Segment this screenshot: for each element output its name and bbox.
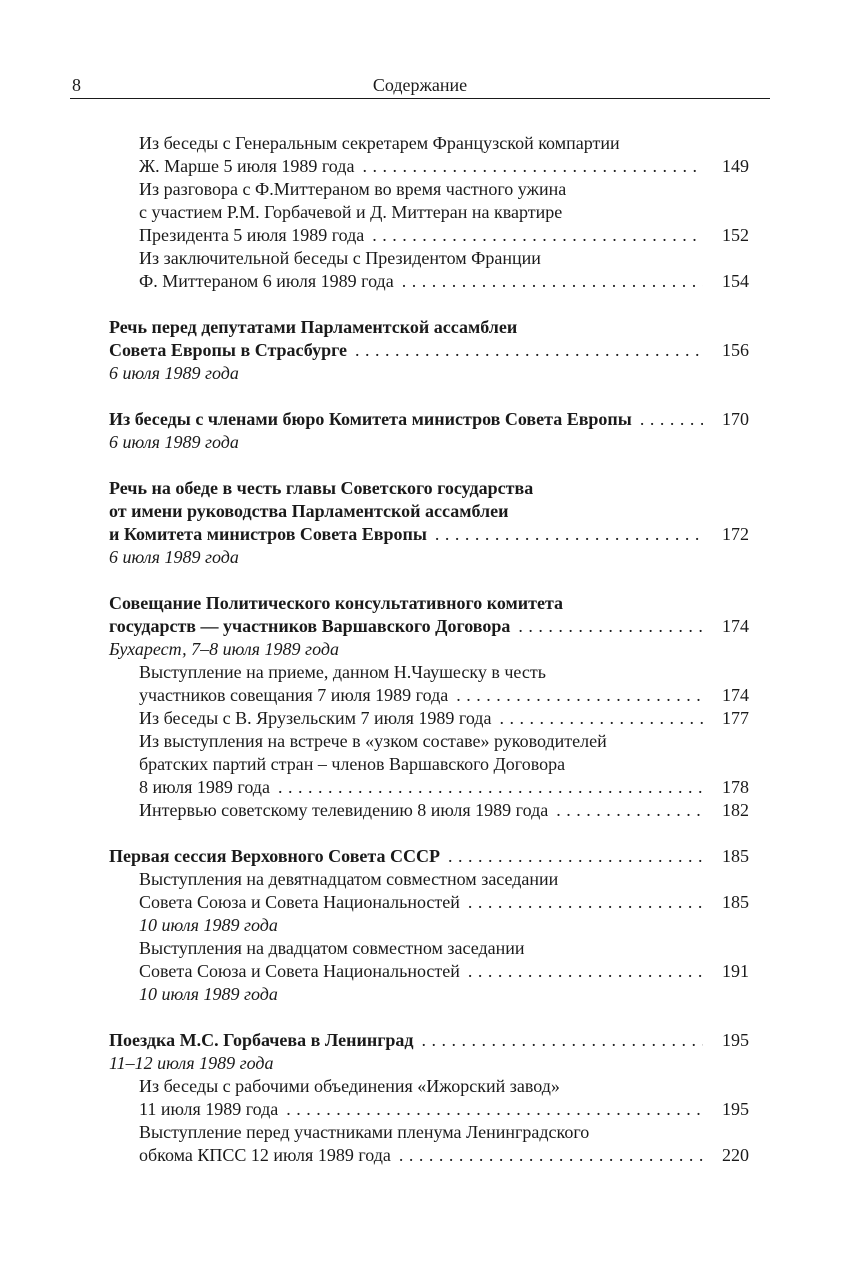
toc-page-number: 178 [722, 777, 749, 797]
toc-line [109, 247, 749, 270]
toc-line [109, 730, 749, 753]
toc-line [109, 178, 749, 201]
toc-line [109, 776, 749, 799]
toc-entry-title: Ж. Марше 5 июля 1989 года [139, 156, 355, 176]
toc-date [109, 1052, 749, 1075]
toc-line [109, 1098, 749, 1121]
toc-section-title: Совета Европы в Страсбурге [109, 340, 347, 360]
toc-line [109, 1121, 749, 1144]
toc-entry-title: обкома КПСС 12 июля 1989 года [139, 1145, 391, 1165]
toc-page-number: 191 [722, 961, 749, 981]
toc-date-text: 10 июля 1989 года [139, 984, 278, 1004]
toc-page-number: 170 [722, 409, 749, 429]
toc-line [109, 270, 749, 293]
dot-leader [640, 408, 703, 431]
toc-entry-title: Из беседы с Генеральным секретарем Французской компартии [139, 133, 620, 153]
toc-date-text: 6 июля 1989 года [109, 432, 239, 452]
toc-date [109, 431, 749, 454]
toc-line [109, 684, 749, 707]
toc-line [109, 408, 749, 431]
toc-section-title: Речь перед депутатами Парламентской ассамблеи [109, 317, 518, 337]
toc-line [109, 132, 749, 155]
toc-line [109, 224, 749, 247]
table-of-contents [109, 132, 749, 1167]
toc-section-title: и Комитета министров Совета Европы [109, 524, 427, 544]
toc-line [109, 799, 749, 822]
dot-leader [372, 224, 703, 247]
dot-leader [402, 270, 703, 293]
toc-page-number: 220 [722, 1145, 749, 1165]
toc-page-number: 185 [722, 846, 749, 866]
toc-entry-title: с участием Р.М. Горбачевой и Д. Миттеран на квартире [139, 202, 563, 222]
toc-page-number: 174 [722, 616, 749, 636]
toc-entry-title: 11 июля 1989 года [139, 1099, 279, 1119]
toc-page-number: 154 [722, 271, 749, 291]
toc-page-number: 172 [722, 524, 749, 544]
toc-page-number: 174 [722, 685, 749, 705]
toc-entry-title: Совета Союза и Совета Национальностей [139, 892, 460, 912]
toc-line [109, 1029, 749, 1052]
toc-entry-title: Выступления на двадцатом совместном заседании [139, 938, 525, 958]
dot-leader [468, 891, 703, 914]
toc-section-title: Совещание Политического консультативного комитета [109, 593, 564, 613]
dot-leader [448, 845, 703, 868]
toc-date [109, 546, 749, 569]
toc-entry-title: участников совещания 7 июля 1989 года [139, 685, 449, 705]
toc-entry-title: Из заключительной беседы с Президентом Франции [139, 248, 541, 268]
toc-entry-title: Из разговора с Ф.Миттераном во время частного ужина [139, 179, 567, 199]
dot-leader [518, 615, 703, 638]
toc-entry-title: Из беседы с рабочими объединения «Ижорский завод» [139, 1076, 560, 1096]
toc-entry-title: Выступление перед участниками пленума Ленинградского [139, 1122, 590, 1142]
toc-page-number: 195 [722, 1030, 749, 1050]
dot-leader [499, 707, 703, 730]
toc-entry-title: Выступление на приеме, данном Н.Чаушеску в честь [139, 662, 546, 682]
toc-line [109, 707, 749, 730]
toc-date [109, 914, 749, 937]
page-number: 8 [72, 75, 81, 95]
toc-line [109, 891, 749, 914]
toc-line [109, 1075, 749, 1098]
toc-line [109, 937, 749, 960]
dot-leader [278, 776, 703, 799]
dot-leader [422, 1029, 703, 1052]
toc-line [109, 753, 749, 776]
toc-section-title: Речь на обеде в честь главы Советского государства [109, 478, 534, 498]
toc-date [109, 983, 749, 1006]
toc-entry-title: 8 июля 1989 года [139, 777, 270, 797]
toc-entry-title: Из беседы с В. Ярузельским 7 июля 1989 года [139, 708, 492, 728]
dot-leader [468, 960, 703, 983]
dot-leader [456, 684, 703, 707]
toc-line [109, 155, 749, 178]
toc-line [109, 477, 749, 500]
toc-section-title: государств — участников Варшавского Договора [109, 616, 511, 636]
toc-line [109, 339, 749, 362]
spacer [109, 569, 749, 592]
toc-line [109, 960, 749, 983]
toc-entry-title: Выступления на девятнадцатом совместном заседании [139, 869, 559, 889]
spacer [109, 822, 749, 845]
toc-date-text: 6 июля 1989 года [109, 547, 239, 567]
toc-line [109, 201, 749, 224]
running-head: Содержание [372, 75, 468, 95]
toc-entry-title: Ф. Миттераном 6 июля 1989 года [139, 271, 394, 291]
toc-date [109, 362, 749, 385]
dot-leader [435, 523, 703, 546]
toc-page-number: 182 [722, 800, 749, 820]
toc-section-title: Из беседы с членами бюро Комитета министров Совета Европы [109, 409, 632, 429]
toc-section-title: Первая сессия Верховного Совета СССР [109, 846, 440, 866]
toc-line [109, 316, 749, 339]
dot-leader [286, 1098, 703, 1121]
toc-line [109, 500, 749, 523]
toc-page-number: 177 [722, 708, 749, 728]
spacer [109, 293, 749, 316]
toc-line [109, 1144, 749, 1167]
toc-section-title: Поездка М.С. Горбачева в Ленинград [109, 1030, 414, 1050]
toc-date-text: 11–12 июля 1989 года [109, 1053, 274, 1073]
toc-date [109, 638, 749, 661]
toc-line [109, 868, 749, 891]
toc-line [109, 845, 749, 868]
toc-line [109, 592, 749, 615]
toc-page-number: 195 [722, 1099, 749, 1119]
dot-leader [556, 799, 703, 822]
toc-line [109, 523, 749, 546]
toc-section-title: от имени руководства Парламентской ассамблеи [109, 501, 509, 521]
toc-entry-title: Президента 5 июля 1989 года [139, 225, 365, 245]
toc-entry-title: Интервью советскому телевидению 8 июля 1989 года [139, 800, 549, 820]
toc-line [109, 661, 749, 684]
toc-entry-title: братских партий стран – членов Варшавского Договора [139, 754, 566, 774]
toc-line [109, 615, 749, 638]
toc-page-number: 152 [722, 225, 749, 245]
spacer [109, 454, 749, 477]
dot-leader [355, 339, 703, 362]
toc-date-text: 10 июля 1989 года [139, 915, 278, 935]
toc-page-number: 149 [722, 156, 749, 176]
spacer [109, 1006, 749, 1029]
toc-date-text: Бухарест, 7–8 июля 1989 года [109, 639, 339, 659]
dot-leader [362, 155, 703, 178]
toc-entry-title: Совета Союза и Совета Национальностей [139, 961, 460, 981]
toc-page-number: 156 [722, 340, 749, 360]
toc-date-text: 6 июля 1989 года [109, 363, 239, 383]
toc-page-number: 185 [722, 892, 749, 912]
page-header [70, 74, 770, 99]
toc-entry-title: Из выступления на встрече в «узком составе» руководителей [139, 731, 607, 751]
dot-leader [399, 1144, 703, 1167]
spacer [109, 385, 749, 408]
